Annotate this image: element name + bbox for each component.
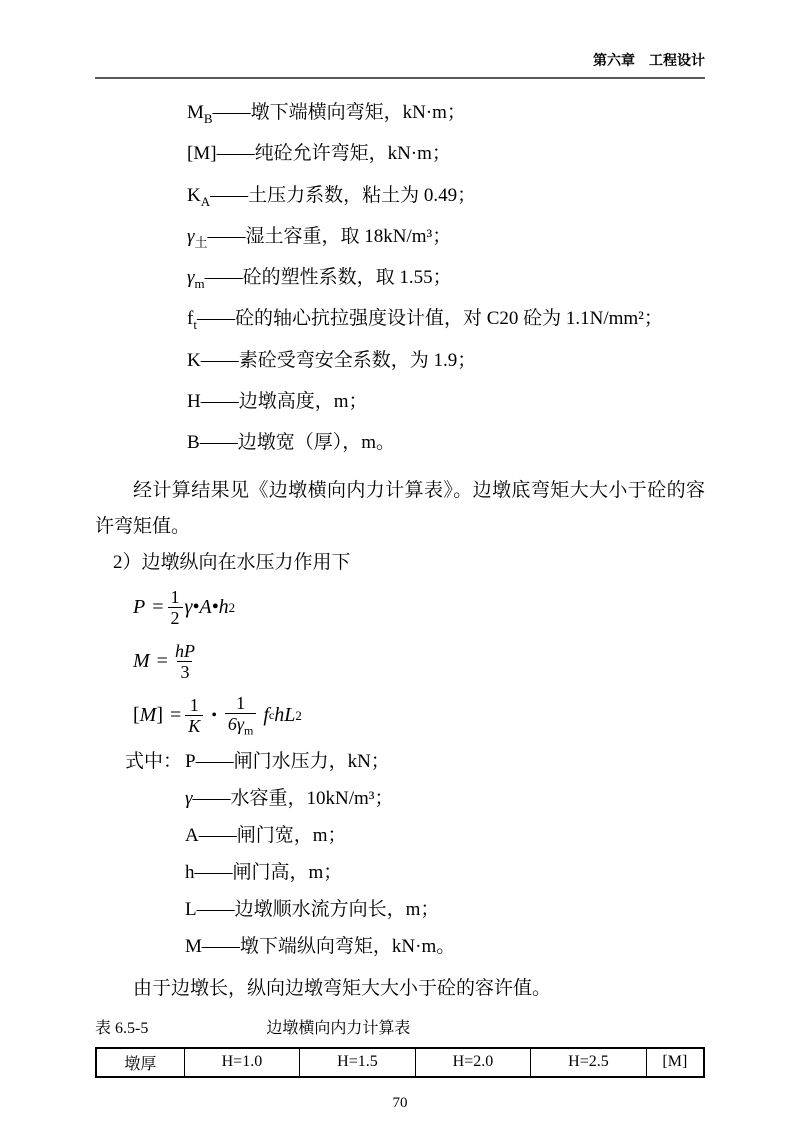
symbol: γ (187, 267, 195, 289)
col-header-h25: H=2.5 (531, 1048, 647, 1077)
definition-item (187, 95, 705, 136)
symbol-subscript: 土 (194, 234, 208, 250)
definition-item (187, 219, 705, 260)
table-label: 表 6.5-5 (95, 1019, 149, 1037)
definition-text: ——湿土容重，取 18kN/m³； (207, 225, 452, 247)
symbol-subscript: t (193, 317, 197, 333)
formula-lhs: P (133, 596, 146, 619)
table-caption: 边墩横向内力计算表 (266, 1019, 411, 1037)
definition-item (187, 384, 705, 425)
definition-text: ——闸门水压力，kN； (195, 750, 390, 772)
definition-text: ——边墩宽（厚），m。 (199, 432, 395, 454)
symbol: f (187, 308, 194, 330)
fraction: $\frac{1}{K}$ (185, 695, 203, 736)
formula-lhs: M (139, 704, 157, 727)
definition-item (125, 743, 705, 780)
col-header-h10: H=1.0 (184, 1048, 300, 1077)
symbol-definitions-2 (95, 743, 705, 965)
definition-text: ——素砼受弯安全系数，为 1.9； (200, 349, 477, 371)
formula-tail: γ•A•h (184, 596, 229, 619)
symbol: γ (187, 225, 195, 247)
definition-item (187, 425, 705, 466)
definition-text: ——砼的轴心抗拉强度设计值，对 C20 砼为 1.1N/mm²； (196, 308, 663, 330)
subsection-heading: 2）边墩纵向在水压力作用下 (113, 551, 351, 573)
symbol-definitions-1 (95, 95, 705, 467)
col-header-m: [M] (646, 1048, 704, 1077)
paragraph-calc-result: 经计算结果见《边墩横向内力计算表》。边墩底弯矩大大小于砼的容许弯矩值。 (95, 479, 705, 537)
formula-lhs: M (133, 650, 150, 673)
definition-text: ——土压力系数，粘土为 0.49； (210, 184, 477, 206)
equals-sign: = (152, 596, 164, 619)
table-header-row (96, 1048, 704, 1077)
definition-text: ——边墩高度，m； (200, 391, 368, 413)
col-header-h15: H=1.5 (300, 1048, 416, 1077)
calc-table (95, 1047, 705, 1078)
definition-item (185, 854, 705, 891)
definition-item (187, 343, 705, 384)
right-bracket: ] (156, 704, 164, 727)
symbol: H (187, 391, 201, 413)
symbol: γ (185, 787, 193, 809)
formula-tail: hL (274, 704, 296, 727)
symbol: P (185, 750, 196, 772)
page-header (95, 50, 705, 79)
formula-moment (133, 635, 705, 689)
left-bracket: [ (133, 704, 140, 727)
table-caption-row (95, 1016, 705, 1042)
symbol: [M] (187, 143, 217, 165)
definition-item (185, 817, 705, 854)
chapter-title: 第六章 (593, 52, 635, 68)
definition-text: ——水容重，10kN/m³； (192, 787, 394, 809)
formula-water-pressure (133, 581, 705, 635)
symbol: K (187, 184, 201, 206)
definition-item (187, 301, 705, 342)
definition-text: ——闸门宽，m； (198, 824, 347, 846)
symbol: A (185, 824, 199, 846)
exponent: 2 (295, 707, 302, 723)
f-symbol: f (263, 704, 269, 727)
symbol: M (185, 935, 202, 957)
definition-item (187, 260, 705, 301)
definition-text: ——砼的塑性系数，取 1.55； (204, 267, 452, 289)
section-title: 工程设计 (649, 52, 705, 68)
symbol-subscript: A (200, 193, 211, 209)
definition-item (185, 891, 705, 928)
formula-allowable-moment (133, 689, 705, 743)
f-subscript: c (268, 708, 275, 723)
definition-text: ——墩下端纵向弯矩，kN·m。 (201, 935, 456, 957)
fraction: $\frac{hP}{3}$ (174, 641, 195, 683)
paragraph-conclusion: 由于边墩长，纵向边墩弯矩大大小于砼的容许值。 (133, 977, 552, 999)
definition-text: ——墩下端横向弯矩，kN·m； (212, 102, 466, 123)
multiplication-dot: • (211, 706, 217, 724)
where-label: 式中： (125, 750, 183, 772)
symbol: M (187, 102, 204, 123)
page-number: 70 (392, 1094, 408, 1111)
equals-sign: = (156, 650, 168, 673)
symbol: B (187, 432, 200, 454)
fraction: $\frac{1}{6\gamma_m}$ (225, 693, 256, 738)
symbol: K (187, 349, 201, 371)
definition-text: ——闸门高，m； (194, 861, 343, 883)
col-header-h20: H=2.0 (415, 1048, 531, 1077)
definition-item (187, 178, 705, 219)
col-header-dunhou: 墩厚 (96, 1048, 184, 1077)
symbol: L (185, 898, 197, 920)
symbol: h (185, 861, 195, 883)
definition-item (185, 780, 705, 817)
symbol-subscript: B (203, 110, 213, 126)
definition-item (185, 928, 705, 965)
exponent: 2 (228, 599, 236, 615)
definition-item (187, 136, 705, 177)
definition-text: ——边墩顺水流方向长，m； (196, 898, 440, 920)
fraction: $\frac{1}{2}$ (168, 587, 183, 628)
symbol-subscript: m (194, 275, 205, 291)
equals-sign: = (170, 704, 182, 727)
definition-text: ——纯砼允许弯矩，kN·m； (216, 143, 451, 165)
